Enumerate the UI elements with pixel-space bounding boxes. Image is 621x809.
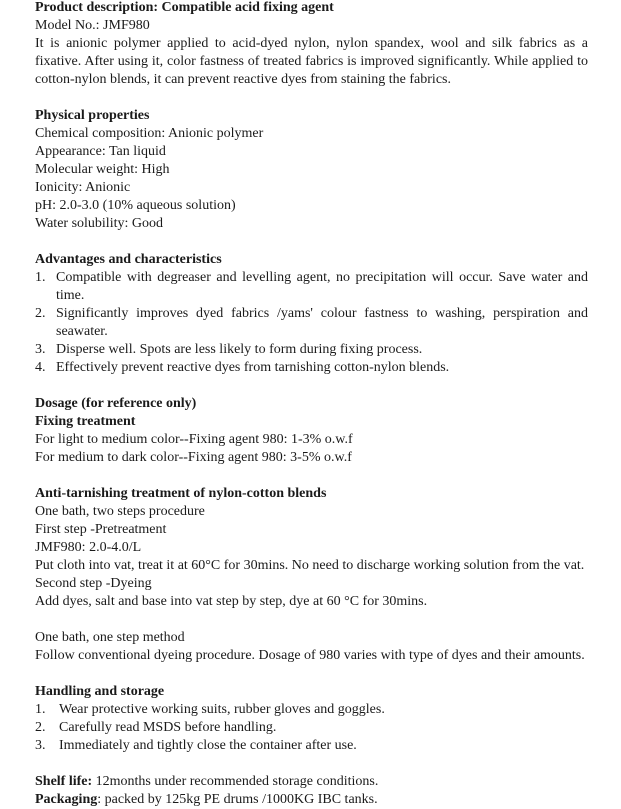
fixing-treatment-heading: Fixing treatment (35, 414, 136, 429)
item-number: 3. (35, 342, 46, 357)
shelf-life-value: 12months under recommended storage conditions. (92, 774, 379, 789)
document (35, 0, 588, 809)
product-description: It is anionic polymer applied to acid-dyed nylon, nylon spandex, wool and silk fabrics as a fixative. After using it, color fastness of treated fabrics is improved significantly. While applied to cotton-nylon blends, it can prevent reactive dyes from staining the fabrics. (35, 36, 588, 87)
procedure-line: Put cloth into vat, treat it at 60°C for 30mins. No need to discharge working solution from the vat. (35, 558, 585, 573)
item-number: 1. (35, 702, 46, 717)
handling-heading: Handling and storage (35, 684, 165, 699)
procedure-line: JMF980: 2.0-4.0/L (35, 540, 142, 555)
item-text: Wear protective working suits, rubber gloves and goggles. (59, 702, 385, 717)
packaging (35, 791, 588, 809)
advantage-item (35, 359, 588, 377)
packaging-value: : packed by 125kg PE drums /1000KG IBC tanks. (97, 792, 378, 807)
property-item: Molecular weight: High (35, 162, 170, 177)
procedure-line: Second step -Dyeing (35, 576, 152, 591)
method-line: Follow conventional dyeing procedure. Dosage of 980 varies with type of dyes and their amounts. (35, 648, 585, 663)
property-item: pH: 2.0-3.0 (10% aqueous solution) (35, 198, 236, 213)
item-text: Immediately and tightly close the container after use. (59, 738, 357, 753)
item-number: 2. (35, 306, 46, 321)
handling-item (35, 719, 588, 737)
item-text: Compatible with degreaser and levelling agent, no precipitation will occur. Save water and time. (56, 270, 588, 303)
property-item: Water solubility: Good (35, 216, 163, 231)
item-number: 3. (35, 738, 46, 753)
property-item: Ionicity: Anionic (35, 180, 131, 195)
item-text: Significantly improves dyed fabrics /yams' colour fastness to washing, perspiration and seawater. (56, 306, 588, 339)
advantage-item (35, 305, 588, 341)
handling-item (35, 737, 588, 755)
handling-item (35, 701, 588, 719)
item-number: 1. (35, 270, 46, 285)
physical-properties-heading: Physical properties (35, 108, 150, 123)
shelf-life-label: Shelf life: (35, 774, 93, 789)
property-item: Appearance: Tan liquid (35, 144, 166, 159)
item-text: Carefully read MSDS before handling. (59, 720, 277, 735)
advantages-heading: Advantages and characteristics (35, 252, 222, 267)
property-item: Chemical composition: Anionic polymer (35, 126, 264, 141)
item-number: 2. (35, 720, 46, 735)
anti-tarnishing-heading: Anti-tarnishing treatment of nylon-cotton blends (35, 486, 327, 501)
advantage-item (35, 341, 588, 359)
model-number: Model No.: JMF980 (35, 18, 150, 33)
item-number: 4. (35, 360, 46, 375)
method-line: One bath, one step method (35, 630, 185, 645)
shelf-life (35, 773, 588, 791)
dosage-item: For medium to dark color--Fixing agent 980: 3-5% o.w.f (35, 450, 352, 465)
item-text: Effectively prevent reactive dyes from tarnishing cotton-nylon blends. (56, 360, 450, 375)
procedure-line: One bath, two steps procedure (35, 504, 205, 519)
product-heading: Product description: Compatible acid fixing agent (35, 0, 334, 15)
dosage-heading: Dosage (for reference only) (35, 396, 197, 411)
item-text: Disperse well. Spots are less likely to form during fixing process. (56, 342, 423, 357)
advantage-item (35, 269, 588, 305)
packaging-label: Packaging (35, 792, 98, 807)
procedure-line: First step -Pretreatment (35, 522, 167, 537)
procedure-line: Add dyes, salt and base into vat step by step, dye at 60 °C for 30mins. (35, 594, 428, 609)
dosage-item: For light to medium color--Fixing agent 980: 1-3% o.w.f (35, 432, 353, 447)
